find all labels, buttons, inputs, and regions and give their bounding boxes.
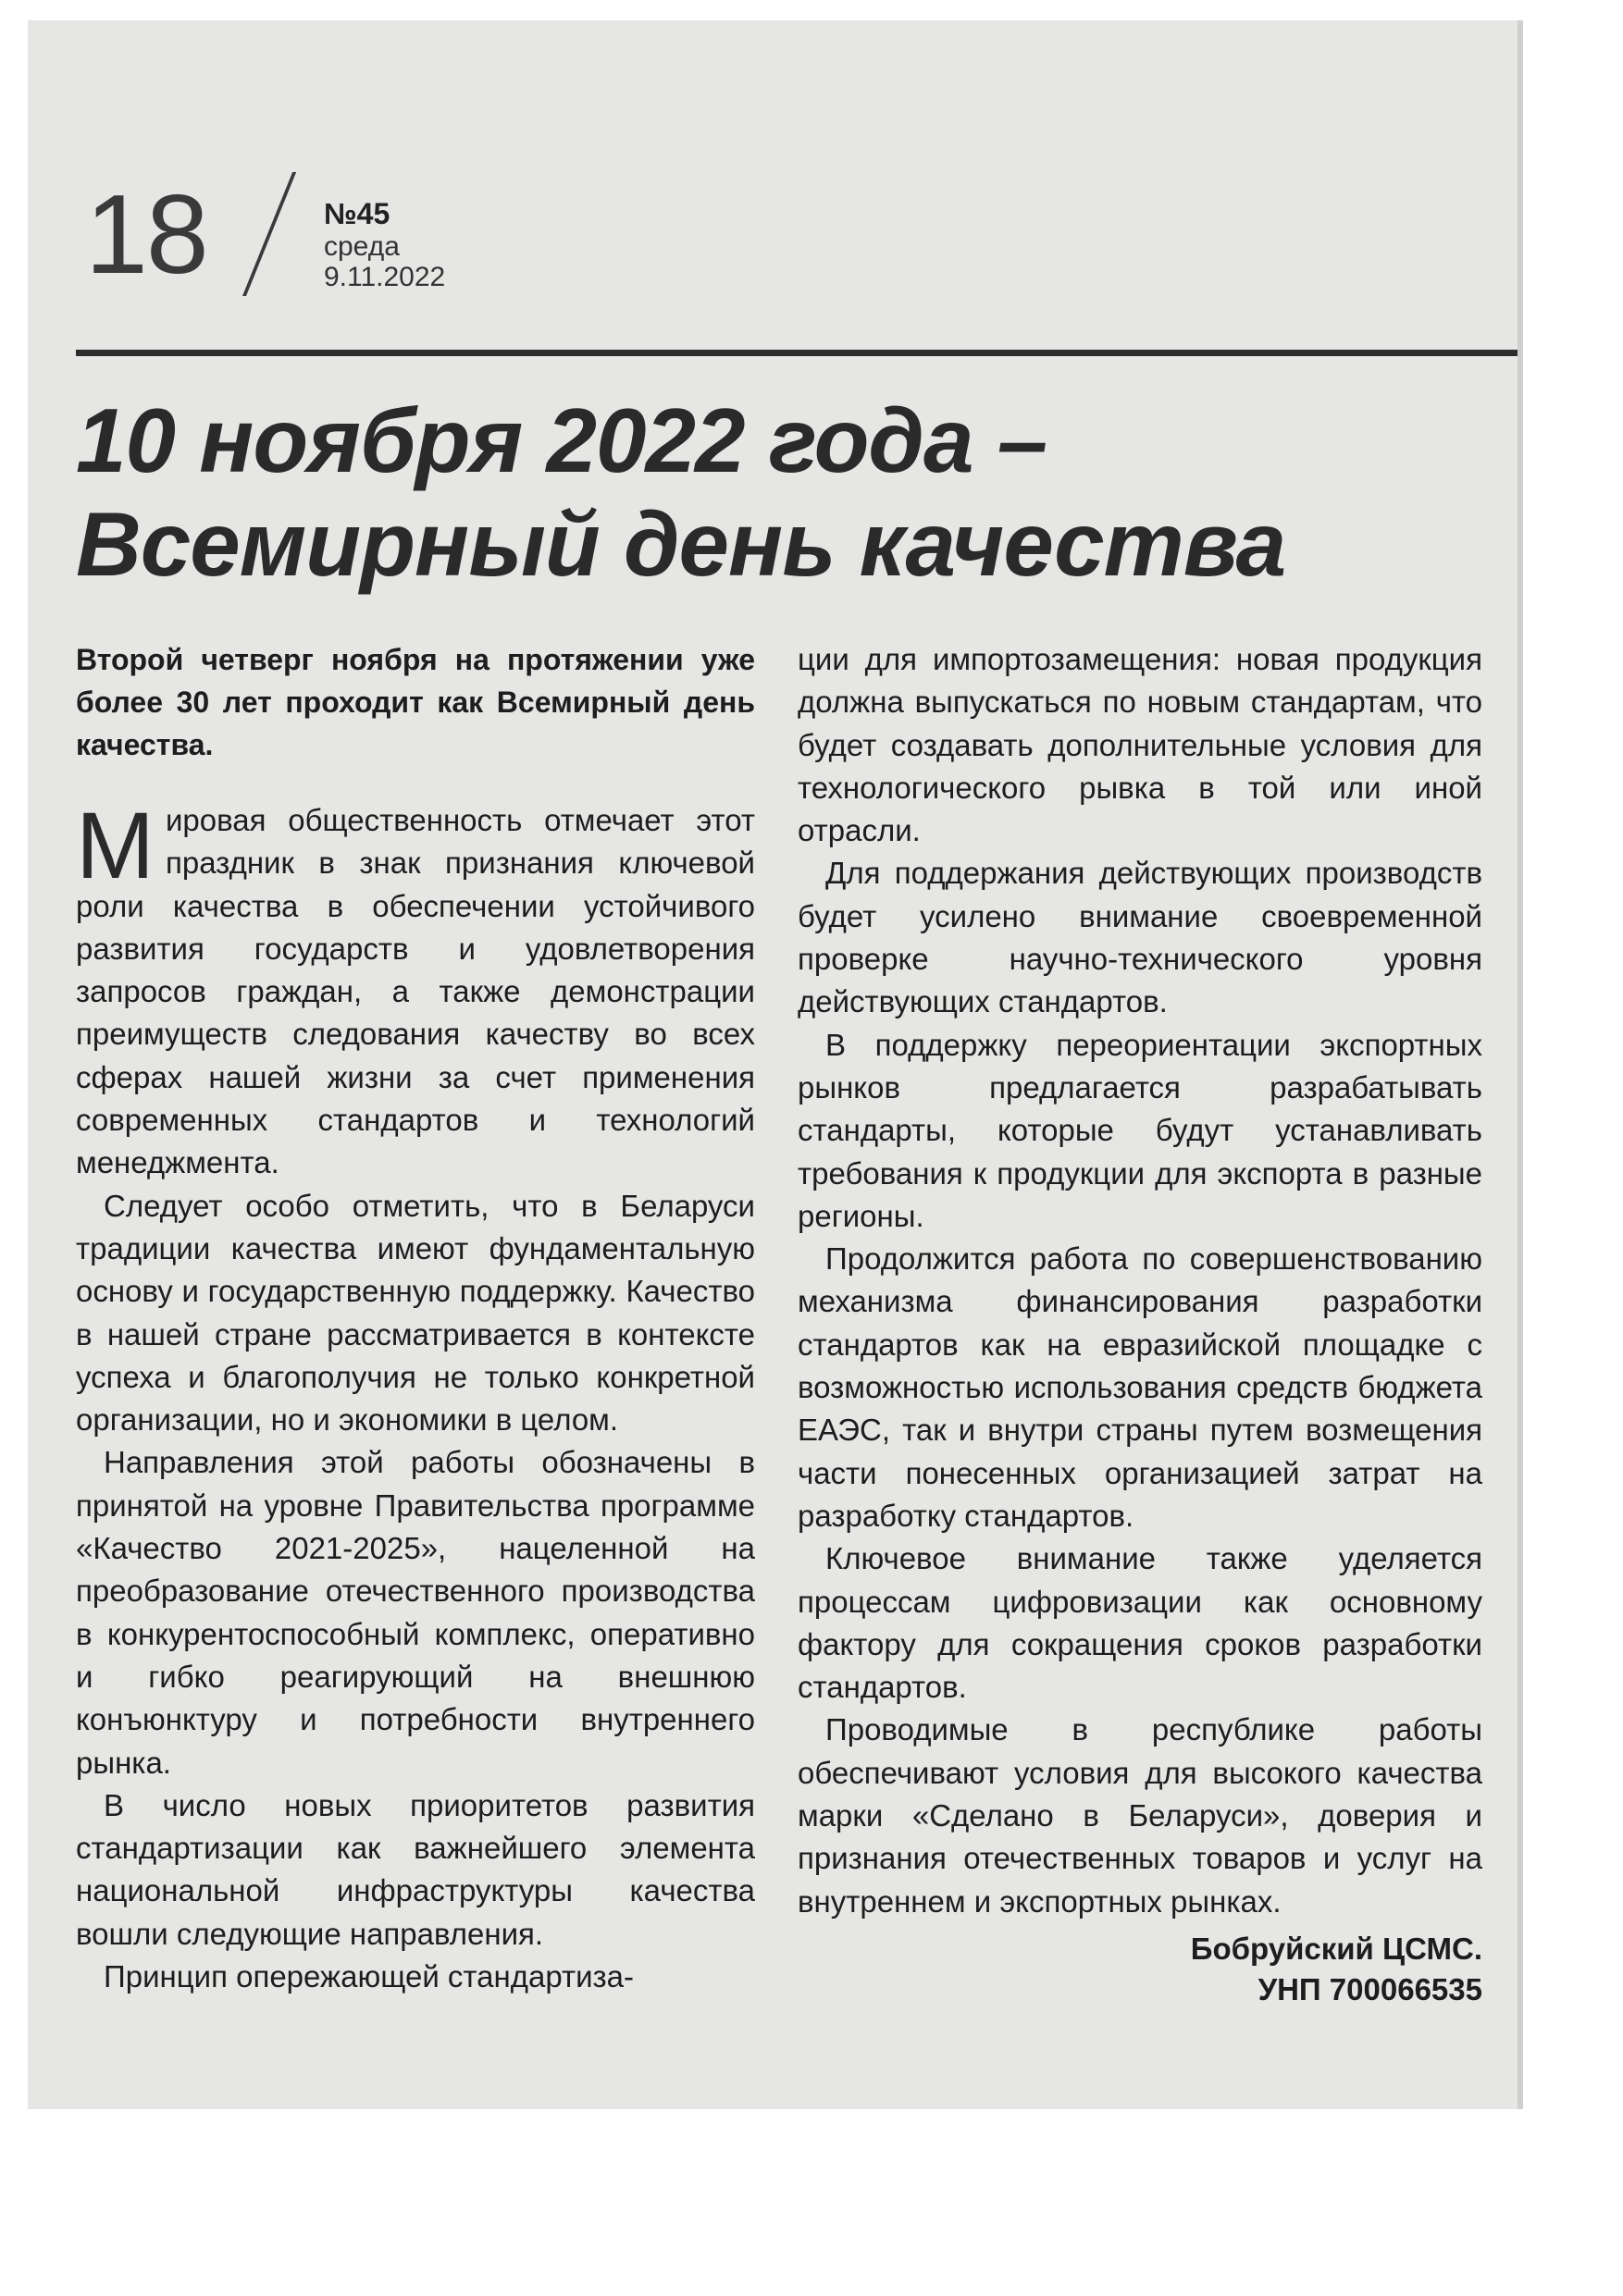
paragraph-10: Проводимые в республике работы обеспечивают условия для высокого качества марки «Сделано в Беларуси», доверия и признания отечественных товаров и услуг на внутреннем и экспортных рынках.	[798, 1712, 1482, 1919]
header-rule	[76, 350, 1518, 356]
paragraph-9: Ключевое внимание также уделяется процессам цифровизации как основному фактору для сокращения сроков разработки стандартов.	[798, 1541, 1482, 1705]
headline-line-1: 10 ноября 2022 года –	[76, 389, 1047, 491]
paragraph-8: Продолжится работа по совершенствованию механизма финансирования разработки стандартов как на евразийской площадке с возможностью использования средств бюджета ЕАЭС, так и внутри страны путем возмещения части понесенных организацией затрат на разработку стандартов.	[798, 1241, 1482, 1533]
page-number: 18	[85, 171, 207, 297]
paragraph-5-start: Принцип опережающей стандартиза-	[104, 1959, 635, 1994]
issue-number: №45	[324, 197, 390, 230]
article-lead: Второй четверг ноября на протяжении уже более 30 лет проходит как Всемирный день качества.	[76, 643, 755, 761]
paragraph-6: Для поддержания действующих производств будет усилено внимание своевременной проверке научно-технического уровня действующих стандартов.	[798, 856, 1482, 1019]
paragraph-1	[76, 793, 755, 1185]
issue-info	[324, 198, 445, 293]
paragraph-7: В поддержку переориентации экспортных рынков предлагается разрабатывать стандарты, которые будут устанавливать требования к продукции для экспорта в разные регионы.	[798, 1027, 1482, 1233]
article-column-right	[798, 638, 1482, 2010]
headline-line-2: Всемирный день качества	[76, 493, 1286, 595]
paragraph-5-end: ции для импортозамещения: новая продукция должна выпускаться по новым стандартам, что будет создавать дополнительные условия для технологического рывка в той или иной отрасли.	[798, 642, 1482, 848]
signature-unp: УНП 700066535	[1258, 1971, 1482, 2006]
paragraph-2: Следует особо отметить, что в Беларуси традиции качества имеют фундаментальную основу и государственную поддержку. Качество в нашей стране рассматривается в контексте успеха и благополучия не только конкретной организации, но и экономики в целом.	[76, 1188, 755, 1438]
paragraph-1-text: ировая общественность отмечает этот праздник в знак признания ключевой роли качества в обеспечении устойчивого развития государств и удовлетворения запросов граждан, а также демонстрации преимуществ следования качеству во всех сферах нашей жизни за счет применения современных стандартов и технологий менеджмента.	[76, 803, 755, 1180]
paragraph-4: В число новых приоритетов развития стандартизации как важнейшего элемента национальной инфраструктуры качества вошли следующие направления.	[76, 1787, 755, 1951]
article-column-left	[76, 638, 755, 1998]
issue-date: 9.11.2022	[324, 262, 446, 293]
signature-organization: Бобруйский ЦСМС.	[1190, 1931, 1482, 1966]
article-headline	[76, 389, 1501, 596]
article-signature	[798, 1929, 1482, 2010]
issue-weekday: среда	[324, 230, 400, 262]
paragraph-3: Направления этой работы обозначены в принятой на уровне Правительства программе «Качество 2021-2025», нацеленной на преобразование отечественного производства в конкурентоспособный комплекс, оперативно и гибко реагирующий на внешнюю конъюнктуру и потребности внутреннего рынка.	[76, 1445, 755, 1780]
drop-cap: М	[76, 793, 155, 898]
